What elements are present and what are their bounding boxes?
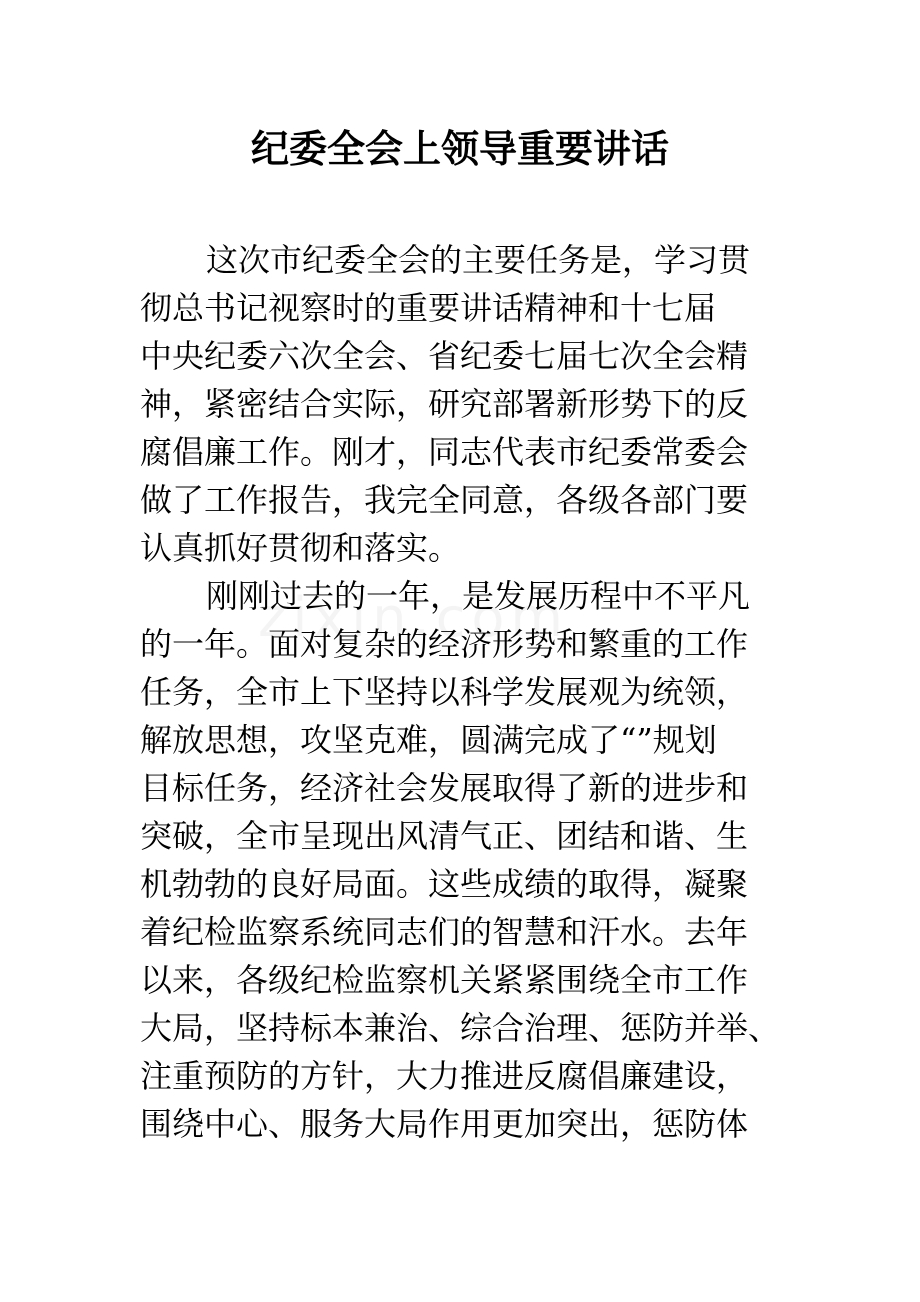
paragraph-2-line-3: 任务，全市上下坚持以科学发展观为统领， bbox=[140, 673, 749, 711]
paragraph-2-line-11: 注重预防的方针，大力推进反腐倡廉建设， bbox=[140, 1057, 749, 1095]
paragraph-1-line-3: 中央纪委六次全会、省纪委七届七次全会精 bbox=[140, 337, 749, 375]
paragraph-1-line-4: 神，紧密结合实际，研究部署新形势下的反 bbox=[140, 385, 749, 423]
paragraph-2-line-8: 着纪检监察系统同志们的智慧和汗水。去年 bbox=[140, 913, 749, 951]
paragraph-1-line-2: 彻总书记视察时的重要讲话精神和十七届 bbox=[140, 289, 717, 327]
paragraph-2-line-7: 机勃勃的良好局面。这些成绩的取得，凝聚 bbox=[140, 865, 749, 903]
paragraph-2-line-1: 刚刚过去的一年，是发展历程中不平凡 bbox=[206, 577, 751, 615]
document-body bbox=[140, 236, 780, 1148]
paragraph-2-line-4: 解放思想，攻坚克难，圆满完成了“”规划 bbox=[140, 721, 717, 759]
paragraph-2-line-9: 以来，各级纪检监察机关紧紧围绕全市工作 bbox=[140, 961, 749, 999]
page-title: 纪委全会上领导重要讲话 bbox=[250, 127, 669, 171]
paragraph-2-line-10: 大局，坚持标本兼治、综合治理、惩防并举、 bbox=[140, 1009, 781, 1047]
paragraph-2-line-12: 围绕中心、服务大局作用更加突出，惩防体 bbox=[140, 1105, 749, 1143]
paragraph-1-line-1: 这次市纪委全会的主要任务是，学习贯 bbox=[206, 241, 751, 279]
paragraph-2-line-6: 突破，全市呈现出风清气正、团结和谐、生 bbox=[140, 817, 749, 855]
paragraph-1-line-5: 腐倡廉工作。刚才，同志代表市纪委常委会 bbox=[140, 433, 749, 471]
paragraph-2-line-2: 的一年。面对复杂的经济形势和繁重的工作 bbox=[140, 625, 749, 663]
paragraph-2-line-5: 目标任务，经济社会发展取得了新的进步和 bbox=[140, 769, 749, 807]
paragraph-1-line-6: 做了工作报告，我完全同意，各级各部门要 bbox=[140, 481, 749, 519]
paragraph-1-line-7: 认真抓好贯彻和落实。 bbox=[140, 529, 461, 567]
